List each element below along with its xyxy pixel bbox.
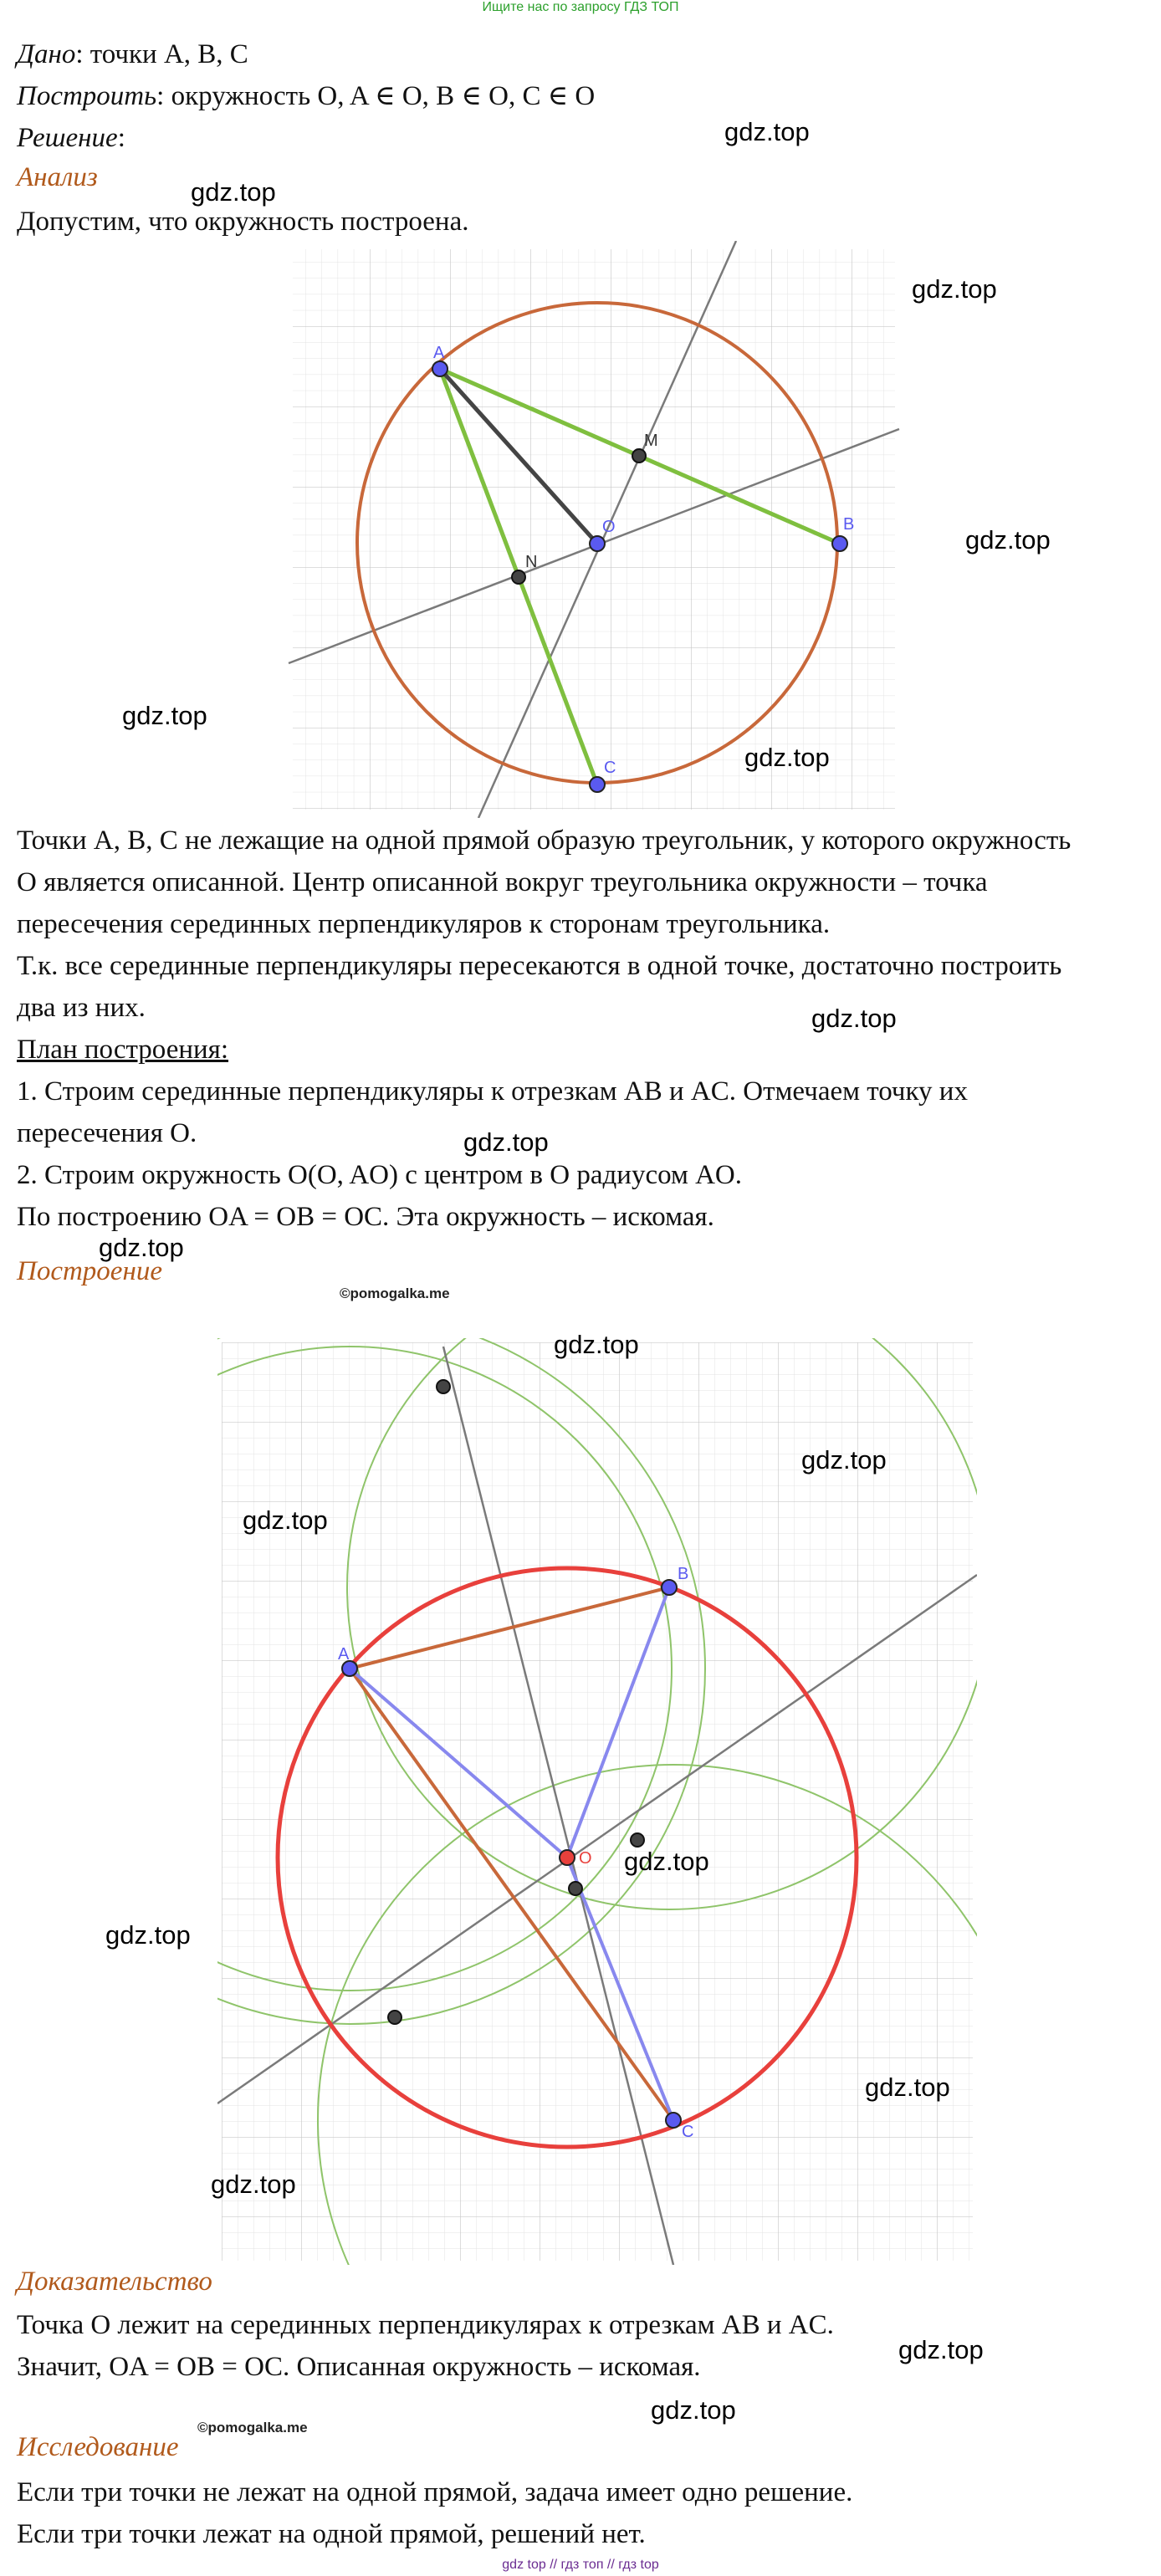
point-o (560, 1850, 575, 1865)
watermark: gdz.top (463, 1127, 549, 1157)
analysis-heading: Анализ (17, 162, 98, 192)
label-m: M (644, 432, 658, 450)
plan-heading: План построения: (17, 1035, 229, 1065)
watermark: gdz.top (811, 1004, 897, 1033)
label-n: N (525, 553, 538, 571)
research-line-2: Если три точки лежат на одной прямой, решений нет. (17, 2519, 646, 2549)
intersection-point-3 (569, 1882, 582, 1895)
solution-line (17, 117, 125, 159)
watermark: gdz.top (965, 525, 1051, 555)
watermark: gdz.top (898, 2335, 984, 2364)
para1-line-4: Т.к. все серединные перпендикуляры пересекаются в одной точке, достаточно построить (17, 951, 1062, 981)
watermark: gdz.top (912, 274, 997, 304)
watermark: gdz.top (554, 1330, 639, 1359)
copyright-1: ©pomogalka.me (340, 1285, 450, 1301)
watermark: gdz.top (105, 1920, 191, 1950)
para1-line-5: два из них. (17, 993, 146, 1023)
plan-line-4: По построению OA = OB = OC. Эта окружность – искомая. (17, 1202, 714, 1232)
label-a: A (338, 1645, 350, 1664)
label-c: C (604, 759, 616, 777)
point-b (832, 536, 847, 551)
construct-label: Построить (17, 81, 157, 111)
plan-line-1: 1. Строим серединные перпендикуляры к отрезкам AB и AC. Отмечаем точку их (17, 1076, 968, 1107)
point-n (512, 570, 525, 584)
proof-heading: Доказательство (17, 2267, 212, 2297)
para1-line-1: Точки A, B, C не лежащие на одной прямой образую треугольник, у которого окружность (17, 825, 1071, 856)
footer-links[interactable]: gdz top // гдз топ // гдз top (502, 2558, 659, 2572)
construct-text: : окружность O, A ∈ O, B ∈ O, C ∈ O (156, 81, 596, 111)
research-line-1: Если три точки не лежат на одной прямой, задача имеет одно решение. (17, 2477, 853, 2507)
watermark: gdz.top (243, 1505, 328, 1535)
top-banner[interactable]: Ищите нас по запросу ГДЗ ТОП (482, 0, 679, 14)
point-m (632, 449, 646, 463)
label-o: O (602, 518, 616, 536)
watermark: gdz.top (122, 701, 207, 730)
watermark: gdz.top (651, 2395, 736, 2425)
label-b: B (843, 515, 855, 534)
research-heading: Исследование (17, 2432, 179, 2462)
point-c (590, 777, 605, 792)
label-a: A (433, 344, 445, 362)
construct-line (17, 75, 595, 117)
plan-line-2: пересечения O. (17, 1118, 197, 1148)
watermark: gdz.top (801, 1445, 887, 1475)
analysis-figure (284, 241, 903, 818)
proof-line-2: Значит, OA = OB = OC. Описанная окружность – искомая. (17, 2352, 701, 2382)
watermark: gdz.top (724, 117, 810, 146)
construction-figure (217, 1338, 977, 2265)
solution-colon: : (117, 123, 125, 153)
watermark: gdz.top (744, 743, 830, 772)
proof-line-1: Точка O лежит на серединных перпендикулярах к отрезкам AB и AC. (17, 2310, 834, 2340)
copyright-2: ©pomogalka.me (197, 2420, 308, 2435)
watermark: gdz.top (99, 1233, 184, 1262)
intersection-point-4 (388, 2011, 401, 2024)
watermark: gdz.top (191, 177, 276, 207)
given-text: : точки A, B, C (75, 39, 248, 69)
label-c: C (682, 2123, 694, 2141)
watermark: gdz.top (211, 2170, 296, 2199)
analysis-intro: Допустим, что окружность построена. (17, 207, 469, 237)
grid-major (222, 1342, 973, 2261)
label-b: B (678, 1565, 689, 1583)
point-o (590, 536, 605, 551)
para1-line-3: пересечения серединных перпендикуляров к сторонам треугольника. (17, 909, 831, 939)
point-a (432, 361, 448, 376)
intersection-point-1 (437, 1380, 450, 1393)
given-label: Дано (17, 39, 76, 69)
solution-label: Решение (17, 123, 118, 153)
plan-line-3: 2. Строим окружность O(O, AO) с центром в O радиусом AO. (17, 1160, 743, 1190)
given-line (17, 33, 248, 75)
para1-line-2: O является описанной. Центр описанной вокруг треугольника окружности – точка (17, 867, 988, 897)
watermark: gdz.top (865, 2073, 950, 2102)
point-b (662, 1580, 677, 1595)
point-c (666, 2113, 681, 2128)
construction-heading: Построение (17, 1256, 162, 1286)
watermark: gdz.top (624, 1847, 709, 1876)
label-o: O (579, 1849, 592, 1868)
intersection-point-2 (631, 1833, 644, 1847)
